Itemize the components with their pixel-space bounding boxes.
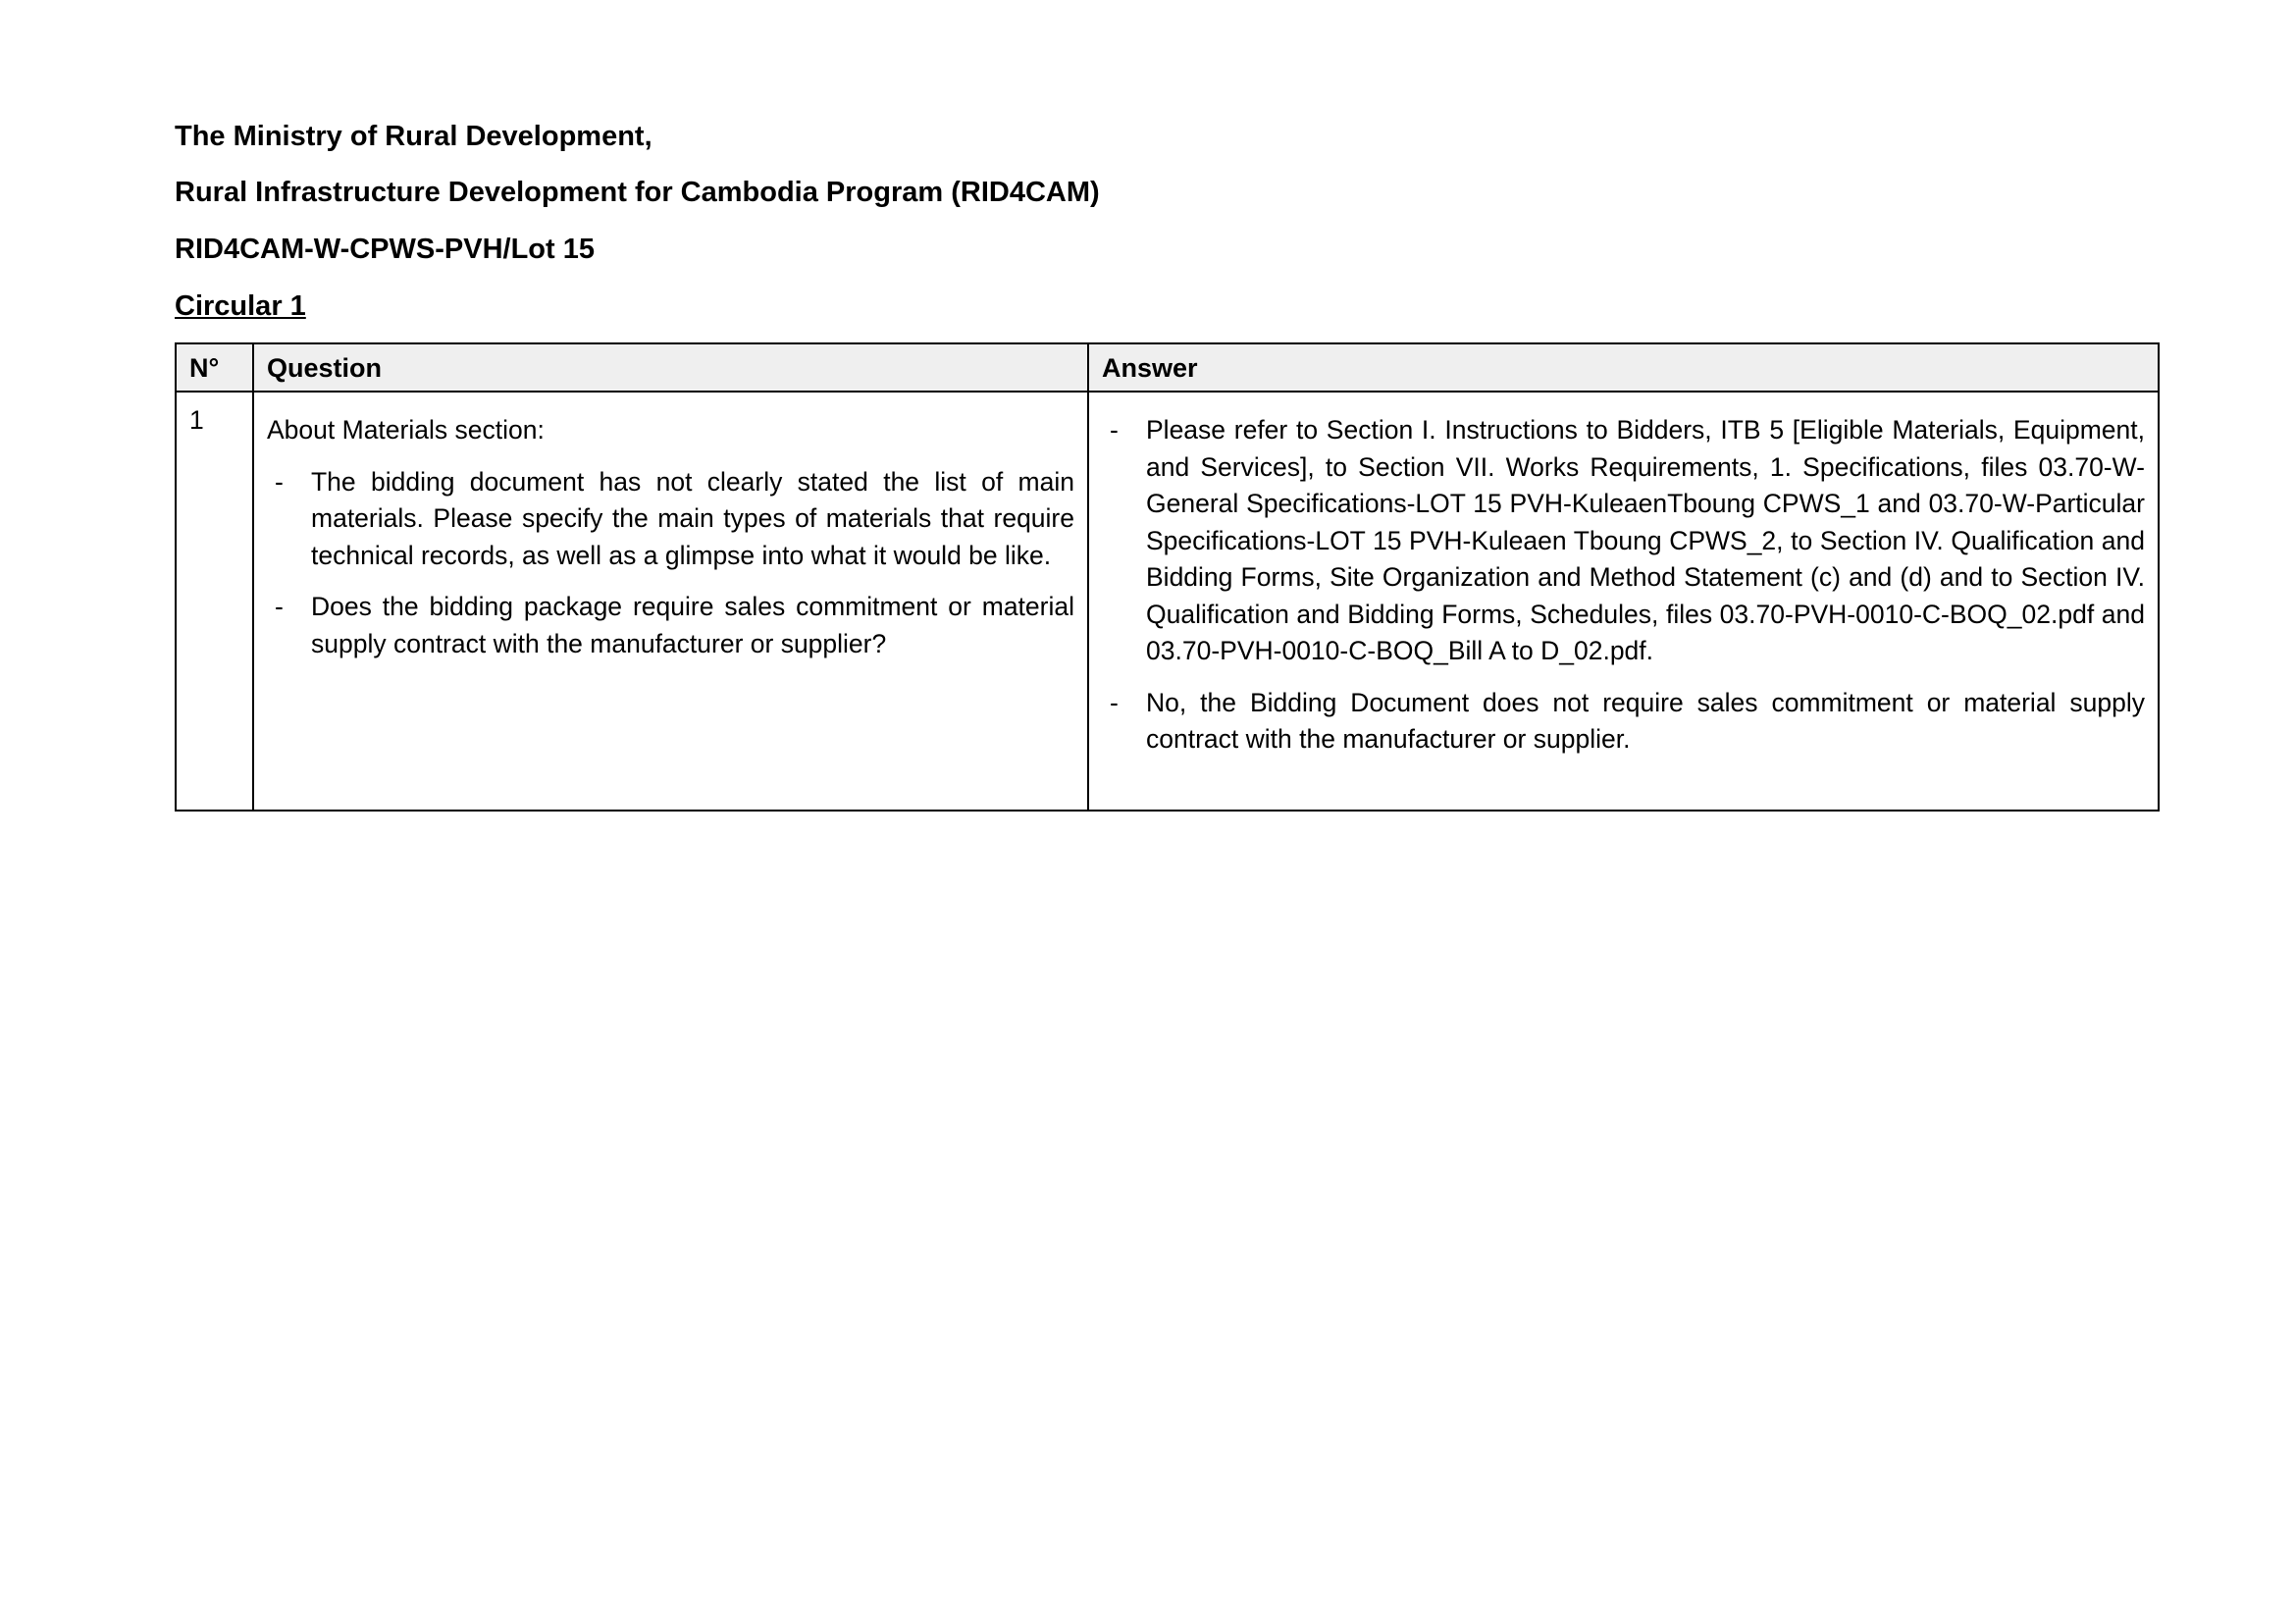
list-item xyxy=(1102,685,2145,759)
column-header-question: Question xyxy=(253,343,1088,392)
question-list xyxy=(267,464,1074,663)
question-intro: About Materials section: xyxy=(267,415,545,445)
qa-table xyxy=(175,342,2160,812)
column-header-answer: Answer xyxy=(1088,343,2159,392)
answer-list xyxy=(1102,412,2145,759)
program-heading: Rural Infrastructure Development for Cambodia Program (RID4CAM) xyxy=(175,177,1100,208)
list-item xyxy=(267,464,1074,575)
table-row xyxy=(176,392,2159,811)
question-cell xyxy=(253,392,1088,811)
dash-bullet: - xyxy=(1110,415,1119,445)
answer-cell xyxy=(1088,392,2159,811)
circular-heading: Circular 1 xyxy=(175,290,306,322)
ministry-heading: The Ministry of Rural Development, xyxy=(175,121,652,152)
question-text: The bidding document has not clearly stated the list of main materials. Please specify the main types of materials that require technical records, as well as a glimpse into what it would be like. xyxy=(311,466,1074,570)
list-item xyxy=(1102,412,2145,670)
list-item xyxy=(267,589,1074,662)
reference-heading: RID4CAM-W-CPWS-PVH/Lot 15 xyxy=(175,234,595,265)
dash-bullet: - xyxy=(275,592,284,621)
dash-bullet: - xyxy=(1110,687,1119,717)
dash-bullet: - xyxy=(275,466,284,497)
answer-text: No, the Bidding Document does not require sales commitment or material supply contract with the manufacturer or supplier. xyxy=(1146,687,2145,754)
table-header-row xyxy=(176,343,2159,392)
answer-text: Please refer to Section I. Instructions to Bidders, ITB 5 [Eligible Materials, Equipment, and Services], to Section VII. Works Requirements, 1. Specifications, files 03.70-W-General Specifications-LOT 15 PVH-KuleaenTboung CPWS_1 and 03.70-W-Particular Specifications-LOT 15 PVH-Kuleaen Tboung CPWS_2, to Section IV. Qualification and Bidding Forms, Site Organization and Method Statement (c) and (d) and to Section IV. Qualification and Bidding Forms, Schedules, files 03.70-PVH-0010-C-BOQ_02.pdf and 03.70-PVH-0010-C-BOQ_Bill A to D_02.pdf. xyxy=(1146,415,2145,665)
column-header-number: N° xyxy=(176,343,253,392)
row-number: 1 xyxy=(176,392,253,811)
question-text: Does the bidding package require sales commitment or material supply contract with the manufacturer or supplier? xyxy=(311,592,1074,658)
